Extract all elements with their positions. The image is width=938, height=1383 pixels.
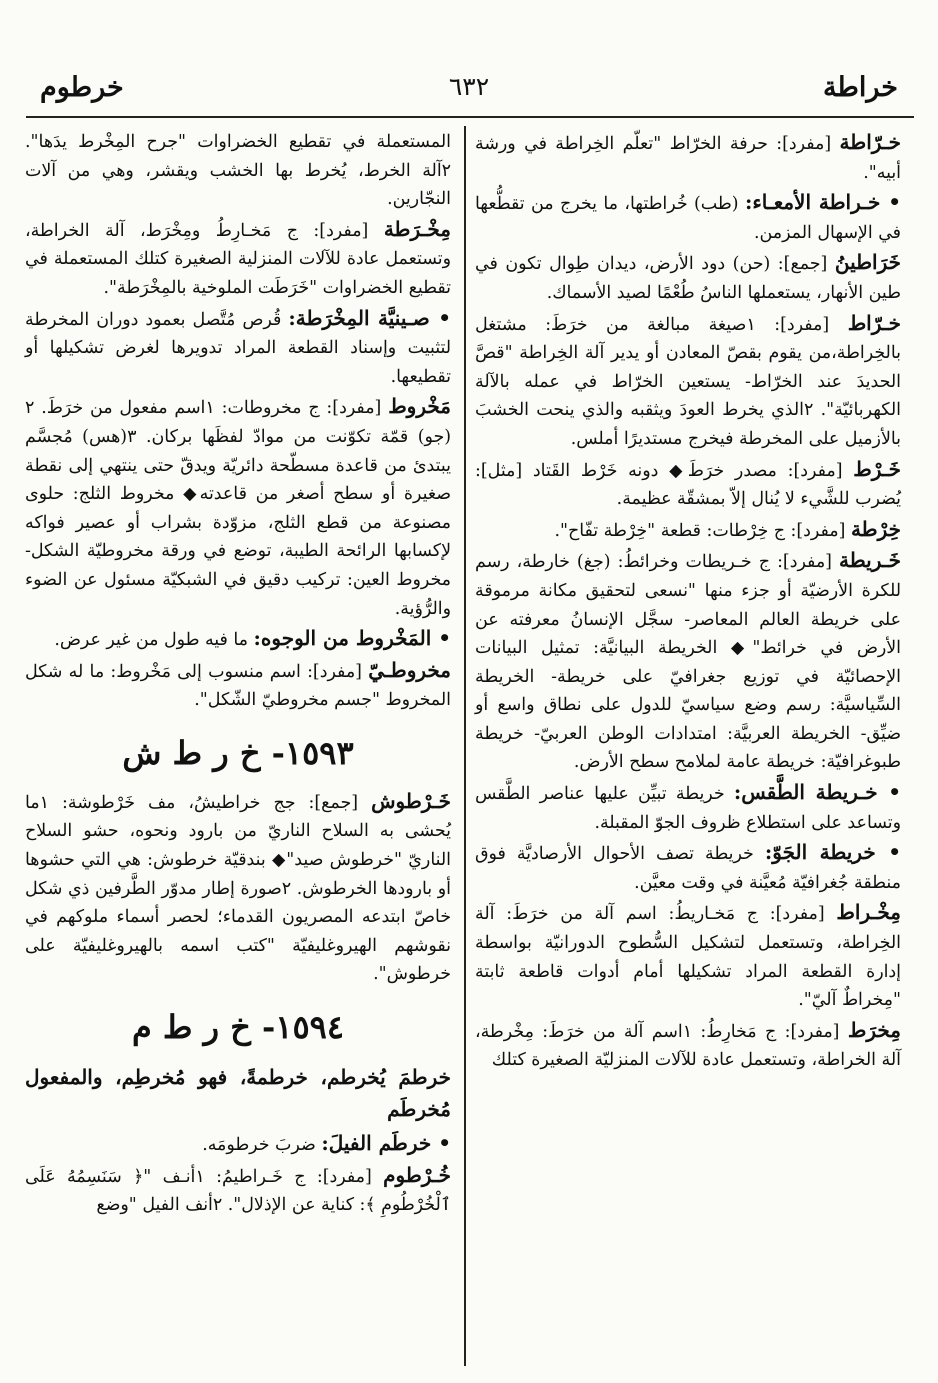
entries-1593 [25,787,451,989]
dictionary-entry [475,546,901,777]
entry-definition: [مفرد]: مصدر خرَطَ◆ دونه خَرْط القَتاد [مثل]: يُضرب للشَّيء لا يُنال إلاّ بمشقّة عظيمة. [475,460,901,510]
dictionary-entry [475,128,901,187]
entry-definition: [مفرد]: ج خـريطات وخرائطُ: (جغ) خارطة، رسم للكرة الأرضيّة أو جزء منها "نسعى لتحقيق مكانة مرموقة على خريطة العالم المعاصر- سجَّل الإنسانُ معرفته عن الأرض في خرائط"◆ الخريطة البيانيَّة: تمثيل البيانات الإحصائيّة في توزيع جغرافيّ على خريطة- الخريطة السِّياسيَّة: رسم وضع سياسيّ للدول على نطاق واسع أو ضيِّق- الخريطة العربيَّة: امتدادات الوطن العربيّ- خريطة طبوغرافيّة: خريطة عامة لملامح سطح الأرض. [475,552,901,773]
header-last-word: خرطوم [40,72,124,103]
entry-definition: [مفرد]: ١صيغة مبالغة من خرَطَ: مشتغل بالخِراطة،من يقوم بقصّ المعادن أو يدير آلة الخِراطة "قصَّ الحديدَ عند الخرّاط- يستعين الخرّاط في عمله بالآلة الكهربائيّة". ٢الذي يخرط العودَ ويثقبه والذي ينحت الخشبَ بالأزميل على المخرطة فيخرج مستديرًا أملس. [475,314,901,449]
entry-definition: قُرص مُتَّصل بعمود دوران المخرطة لتثبيت وإسناد القطعة المراد تدويرها لغرض تشكيلها أو تقطيعها. [25,309,451,387]
dictionary-entry [25,1161,451,1220]
page-number: ٦٣٢ [448,72,490,101]
header-first-word: خراطة [822,72,898,103]
entry-headword: خَـرْطوش [371,788,451,813]
dictionary-entry [25,787,451,989]
page-header [40,72,898,112]
column-divider [464,126,466,1366]
entry-definition: [مفرد]: ج خِرْطات: قطعة "خِرْطة تفّاح". [554,520,846,541]
dictionary-entry [475,838,901,897]
left-entries [25,215,451,715]
right-column [475,128,901,1076]
verb-conjugation-1594: خرطمَ يُخرطم، خرطمةً، فهو مُخرطِم، والمفعول مُخرطَم [25,1065,451,1122]
entry-headword: • خرطَم الفيلَ: [321,1131,451,1156]
entry-headword: مخروطـيّ [368,657,452,682]
left-intro-text: المستعملة في تقطيع الخضراوات "جرح المِخْرط يدَها". ٢آلة الخرط، يُخرط بها الخشب ويقشر، وهي من آلات النجّارين. [25,132,451,210]
entry-definition: [جمع]: جج خراطيشُ، مف خَرْطوشة: ١ما يُحشى به السلاح الناريّ من بارود ونحوه، حشو السلاح الناريّ "خرطوش صيد"◆ بندقيّة خرطوش: هي التي حشوها أو بارودها الخرطوش. ٢صورة إطار مدوّر الطَّرفين ذي شكل خاصّ ابتدعه المصريون القدماء؛ لحصر أسماء ملوكهم في نقوشهم الهيروغليفيّة "كتب اسمه بالهيروغليفيّة على خرطوش". [25,792,451,985]
entry-headword: خَرَاطينُ [834,250,902,275]
entry-headword: • صـينيَّة المِخْرَطة: [288,305,451,330]
dictionary-entry [475,778,901,837]
entry-headword: • خـراطة الأمعـاء: [744,190,901,215]
entry-definition: ضربَ خرطومَه. [202,1135,316,1156]
entry-headword: خـرّاطة [839,130,902,154]
entry-headword: مِخْـرَطة [383,216,451,241]
entry-headword: خُـرْطوم [383,1162,451,1187]
entry-definition: [مفرد]: اسم منسوب إلى مَخْروط: ما له شكل المخروط "جسم مخروطيّ الشّكل". [25,661,451,711]
header-rule [26,116,914,118]
entry-headword: • المَخْروط من الوجوه: [253,626,451,651]
dictionary-entry [25,392,451,623]
entry-definition: [جمع]: (حن) دود الأرض، ديدان طِوال تكون في طين الأنهار، يستعملها الناسُ طُعْمًا لصيد الأسماك. [475,254,901,303]
dictionary-entry [25,656,451,715]
entry-headword: خَـريطة [839,548,901,573]
section-heading-1593: ١٥٩٣- خ ر ط ش [122,733,354,772]
dictionary-entry [25,624,451,655]
entry-headword: • خريطة الجَوّ: [764,840,901,865]
entry-definition: [مفرد]: ج مخروطات: ١اسم مفعول من خرَطَ. ٢ (جو) قمّة تكوّنت من موادّ لفظَها بركان. ٣(هس) مُجسَّم يبتدئ من قاعدة مسطّحة دائريّة ويدقّ حتى ينتهي إلى نقطة صغيرة أو سطح أصغر من قاعدته◆ مخروط الثلج: حلوى مصنوعة من قطع الثلج، مزوّدة بشراب أو عصير فواكه لإكسابها الرائحة الطيبة، توضع في ورقة مخروطيّة الشكل- مخروط العين: تركيب دقيق في الشبكيّة مسئول عن الضوء والرُّؤية. [25,398,451,619]
entry-headword: خِرْطة [850,516,901,541]
entry-headword: • خـريطة الطَّقس: [733,780,902,805]
entry-headword: مَخْروط [388,394,451,419]
dictionary-entry [475,248,901,307]
entry-definition: [مفرد]: ج خَـراطيمُ: ١أنـف "﴿ سَنَسِمُهُ عَلَى ٱلْخُرْطُومِ ﴾: كناية عن الإذلال". ٢أنف الفيل "وضع [25,1166,451,1216]
dictionary-entry [475,515,901,546]
entry-definition: [مفرد]: ج مَخـارِطُ ومِخْرَط، آلة الخراطة، وتستعمل عادة للآلات المنزلية الصغيرة كتلك المستعملة في تقطيع الخضراوات "خَرَطَت الملوخية بالمِخْرَطة". [25,220,451,298]
dictionary-entry [475,898,901,1014]
entry-definition: خريطة تصف الأحوال الأرصاديَّة فوق منطقة جُغرافيّة مُعيَّنة في وقت معيَّن. [475,844,901,893]
entry-definition: ما فيه طول من غير عرض. [54,630,248,651]
entry-headword: مِخْـراط [836,900,901,925]
entry-definition: (طب) خُراطتها، ما يخرج من تقطُّعها في الإسهال المزمن. [475,194,901,243]
entry-headword: خَـرْط [853,456,902,481]
dictionary-entry [25,304,451,392]
dictionary-entry [25,215,451,303]
entry-headword: مِخرَط [847,1017,902,1042]
dictionary-entry [475,309,901,454]
entry-definition: خريطة تبيِّن عليها عناصر الطَّقس وتساعد على استطلاع ظروف الجوّ المقبلة. [475,784,901,833]
left-column [25,128,451,1221]
dictionary-entry [475,1016,901,1075]
section-heading-1594: ١٥٩٤- خ ر ط م [131,1008,345,1047]
entry-definition: [مفرد]: حرفة الخرّاط "تعلّم الخِراطة في ورشة أبيه". [475,134,901,183]
dictionary-entry [475,455,901,514]
entry-headword: خـرّاط [847,310,901,335]
dictionary-entry [25,1129,451,1160]
dictionary-entry [475,188,901,247]
entries-1594 [25,1129,451,1220]
entry-definition: [مفرد]: ج مَخـاريطُ: اسم آلة من خرَطَ: آلة الخِراطة، وتستعمل لتشكيل السُّطوح الدورانيّة بواسطة إدارة القطعة المراد تشكيلها أمام أدوات قاطعة ثابتة "مِخراطٌ آليّ". [475,904,901,1011]
entry-definition: [مفرد]: ج مَخارِطُ: ١اسم آلة من خرَطَ: مِخْرطة، آلة الخراطة، وتستعمل عادة للآلات المنزليّة الصغيرة كتلك [475,1021,901,1071]
